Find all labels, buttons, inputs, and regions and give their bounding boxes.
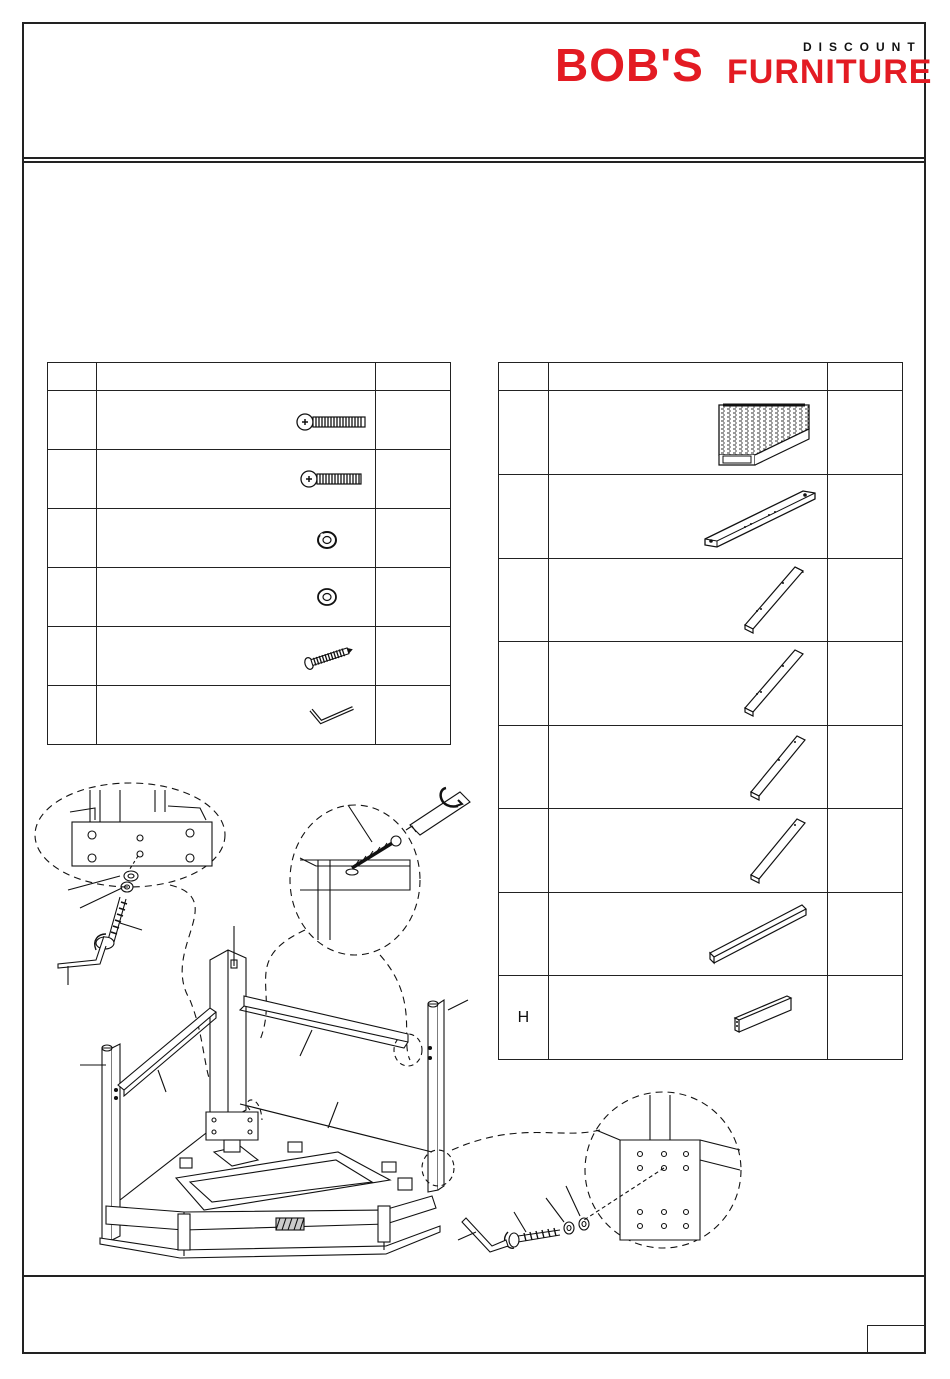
table-header-row: [48, 363, 451, 391]
table-row: [48, 686, 451, 745]
lock-washer-icon: [315, 529, 339, 551]
leg-post-icon: [699, 646, 809, 718]
logo-furniture-text: FURNITURE: [727, 53, 933, 91]
allen-key-icon: [307, 702, 357, 728]
table-row: [48, 509, 451, 568]
hardware-table: [47, 362, 451, 745]
wood-screw-icon: [302, 645, 356, 669]
table-row: [48, 450, 451, 509]
logo-discount-text: DISCOUNT: [803, 40, 922, 54]
table-row: [499, 475, 903, 559]
table-row: [48, 391, 451, 450]
part-letter: H: [499, 976, 549, 1060]
corner-seat-panel-icon: [709, 399, 821, 469]
long-bolt-icon: [295, 411, 369, 433]
page-number-box: [867, 1325, 926, 1354]
table-header-row: [499, 363, 903, 391]
brand-logo: [555, 39, 933, 91]
detail-circle-screw: [290, 805, 420, 955]
assembly-diagram: [0, 760, 950, 1270]
flat-washer-icon: [315, 586, 339, 608]
long-rail-icon: [699, 483, 821, 553]
footer-divider: [22, 1275, 926, 1277]
header-divider-2: [22, 161, 926, 163]
logo-main-text: BOB'S: [555, 39, 704, 91]
short-bolt-icon: [299, 468, 363, 490]
table-row: [499, 559, 903, 642]
header-divider: [22, 157, 926, 159]
leg-post-icon: [699, 563, 809, 635]
table-row: [48, 568, 451, 627]
table-row: [48, 627, 451, 686]
table-row: [499, 391, 903, 475]
table-row: [499, 642, 903, 726]
